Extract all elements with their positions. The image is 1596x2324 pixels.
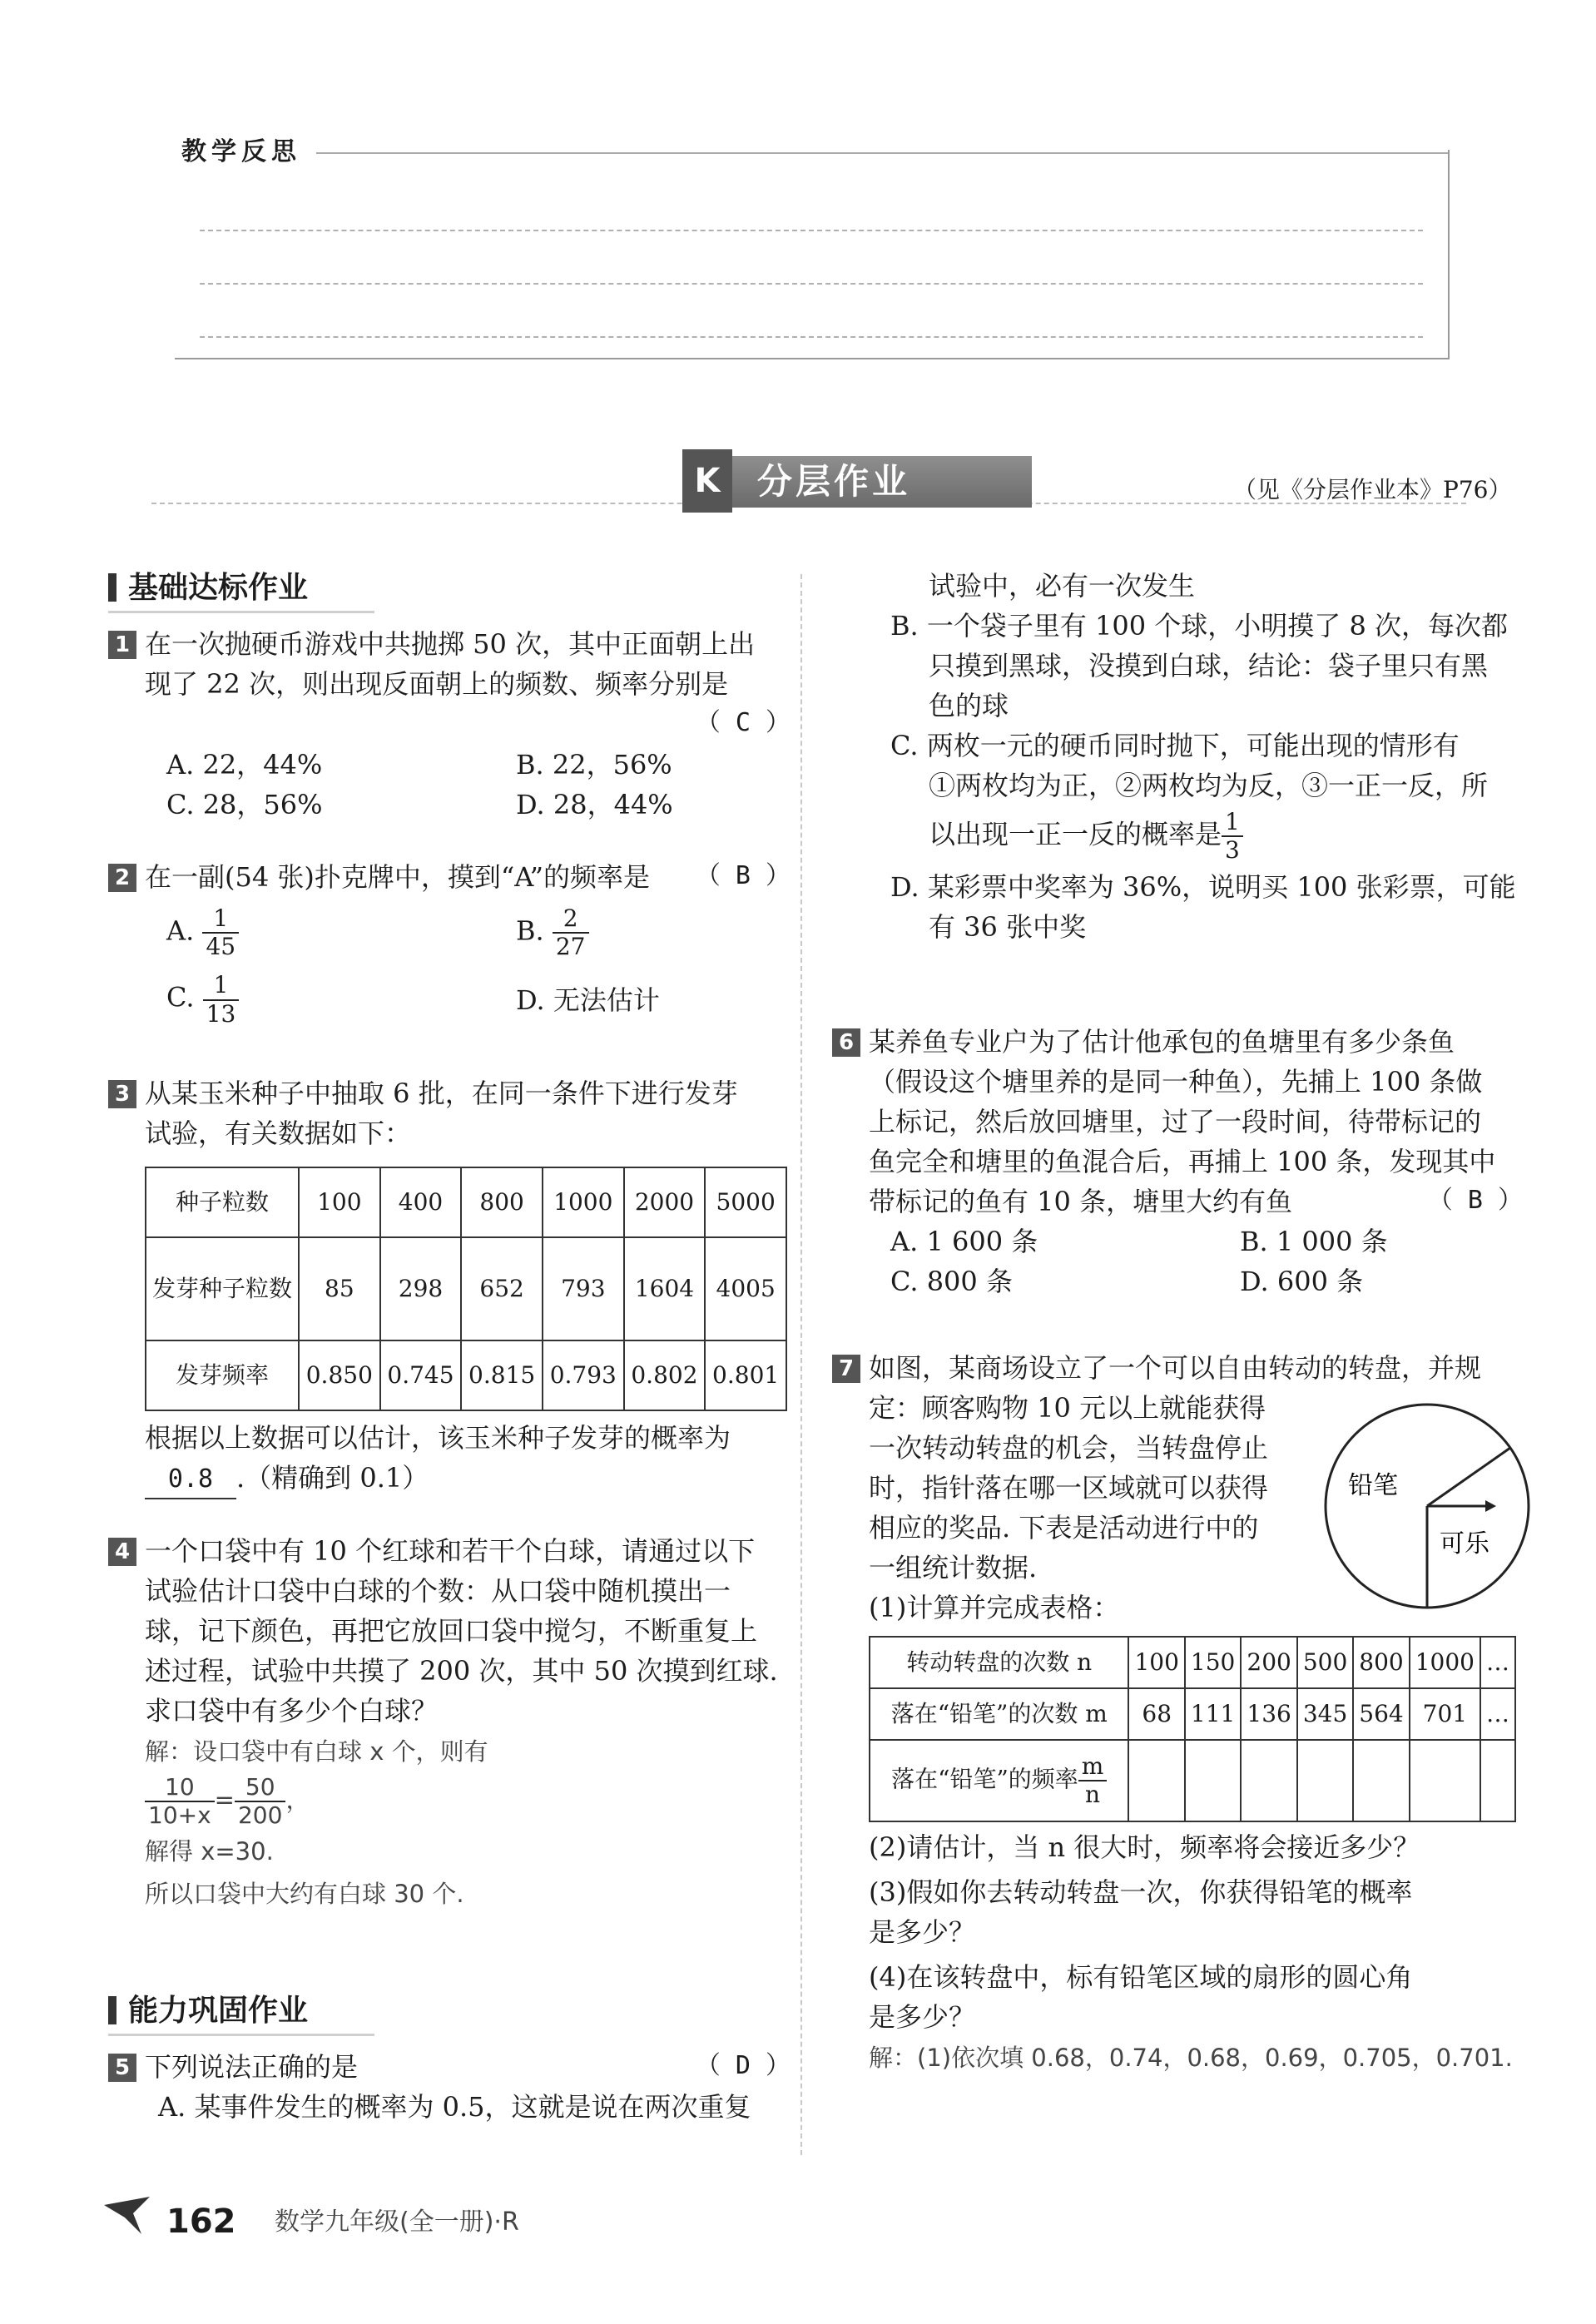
question-5 xyxy=(108,2047,791,2127)
question-text: 试验估计口袋中白球的个数：从口袋中随机摸出一 xyxy=(145,1575,731,1607)
subquestion-1: (1)计算并完成表格： xyxy=(869,1592,1120,1623)
reflection-line-1 xyxy=(200,230,1423,231)
book-title: 数学九年级(全一册)·R xyxy=(275,2208,519,2237)
question-number: 3 xyxy=(108,1080,136,1108)
question-number: 7 xyxy=(832,1355,860,1383)
option-d: D. 无法估计 xyxy=(516,984,660,1016)
question-4 xyxy=(108,1531,791,1913)
option-b: B. 1 000 条 xyxy=(1240,1226,1388,1257)
wheel-label-cola: 可乐 xyxy=(1440,1529,1489,1558)
answer-choice: （ C ） xyxy=(695,708,791,737)
solution-text: 解得 x=30. xyxy=(145,1836,274,1866)
subquestion-2: (2)请估计，当 n 很大时，频率将会接近多少？ xyxy=(869,1831,1420,1863)
option-a: A. 某事件发生的概率为 0.5，这就是说在两次重复 xyxy=(158,2091,751,2123)
question-text: 一组统计数据. xyxy=(869,1552,1038,1583)
fraction: $\frac{1}{13}$ xyxy=(203,972,240,1027)
solution-equation: $\frac{10}{10+x}$ = $\frac{50}{200}$ ， xyxy=(108,1774,791,1829)
reflection-box xyxy=(175,150,1450,359)
option-text: 以出现一正一反的概率是 xyxy=(929,818,1222,850)
question-text: 现了 22 次，则出现反面朝上的频数、频率分别是 xyxy=(145,668,729,700)
table-row: 发芽种子粒数 85 298 652 793 1604 4005 xyxy=(146,1237,786,1340)
see-reference: （见《分层作业本》P76） xyxy=(1233,476,1512,503)
question-text: 一个口袋中有 10 个红球和若干个白球，请通过以下 xyxy=(145,1535,756,1567)
question-text: 鱼完全和塘里的鱼混合后，再捕上 100 条，发现其中 xyxy=(869,1146,1496,1177)
option-text: 有 36 张中奖 xyxy=(929,911,1087,944)
section-basic-title xyxy=(108,566,308,611)
option-b: B. xyxy=(516,914,544,947)
page-number: 162 xyxy=(166,2203,236,2241)
solution-text: 所以口袋中大约有白球 30 个. xyxy=(145,1880,464,1909)
answer-choice: （ D ） xyxy=(695,2051,791,2080)
table-row: 种子粒数 100 400 800 1000 2000 5000 xyxy=(146,1167,786,1237)
option-a: A. xyxy=(166,914,195,947)
question-text: 某养鱼专业户为了估计他承包的鱼塘里有多少条鱼 xyxy=(869,1026,1455,1058)
question-text: 相应的奖品. 下表是活动进行中的 xyxy=(869,1512,1259,1544)
question-text: 球，记下颜色，再把它放回口袋中搅匀，不断重复上 xyxy=(145,1615,758,1647)
question-1 xyxy=(108,624,791,825)
answer-choice: （ B ） xyxy=(695,861,791,890)
section-basic-label: 基础达标作业 xyxy=(128,571,309,605)
option-text: ①两枚均为正，②两枚均为反，③一正一反，所 xyxy=(929,770,1489,801)
solution-text: 解：设口袋中有白球 x 个，则有 xyxy=(145,1737,488,1766)
option-c: C. xyxy=(166,982,195,1014)
answer-choice: （ B ） xyxy=(1427,1186,1523,1215)
question-text: 一次转动转盘的机会，当转盘停止 xyxy=(869,1432,1269,1464)
option-c: C. 28，56% xyxy=(166,789,323,820)
banner-mark-icon: K xyxy=(682,449,732,513)
fraction: $\frac{1}{45}$ xyxy=(202,905,239,960)
section-ability-title xyxy=(108,1989,308,2034)
fraction: $\frac{2}{27}$ xyxy=(553,905,589,960)
question-number: 4 xyxy=(108,1538,136,1566)
question-number: 1 xyxy=(108,631,136,659)
question-text: （假设这个塘里养的是同一种鱼），先捕上 100 条做 xyxy=(869,1066,1483,1098)
answer-blank: 0.8 xyxy=(145,1460,236,1499)
section-ability-underline xyxy=(108,2034,374,2036)
section-marker-icon xyxy=(108,1996,116,2024)
pointer-arrow-icon xyxy=(1485,1500,1496,1512)
fraction: $\frac{1}{3}$ xyxy=(1222,809,1243,864)
question-number: 6 xyxy=(832,1028,860,1057)
option-b: B. 22，56% xyxy=(516,749,672,780)
option-text: 色的球 xyxy=(929,690,1009,721)
spinner-wheel xyxy=(1315,1398,1539,1614)
option-text: 试验中，必有一次发生 xyxy=(929,570,1196,602)
reflection-title: 教学反思 xyxy=(181,137,301,166)
question-6 xyxy=(832,1022,1523,1301)
option-text: 只摸到黑球，没摸到白球，结论：袋子里只有黑 xyxy=(929,650,1489,681)
option-c: C. 800 条 xyxy=(890,1266,1013,1297)
subquestion-3: 是多少？ xyxy=(869,1916,976,1948)
option-a: A. 22，44% xyxy=(166,749,323,780)
question-text: 在一次抛硬币游戏中共抛掷 50 次，其中正面朝上出 xyxy=(145,628,756,660)
reflection-line-2 xyxy=(200,283,1423,285)
section-ability-label: 能力巩固作业 xyxy=(128,1994,309,2028)
question-text: 下列说法正确的是 xyxy=(145,2051,359,2083)
question-number: 5 xyxy=(108,2054,136,2082)
question-text: 定：顾客购物 10 元以上就能获得 xyxy=(869,1392,1266,1424)
section-marker-icon xyxy=(108,573,116,602)
question-number: 2 xyxy=(108,864,136,892)
question-text: 上标记，然后放回塘里，过了一段时间，待带标记的 xyxy=(869,1106,1482,1137)
option-d: D. 某彩票中奖率为 36%，说明买 100 张彩票，可能 xyxy=(890,871,1516,904)
option-d: D. 28，44% xyxy=(516,789,673,820)
question-text: 如图，某商场设立了一个可以自由转动的转盘，并规 xyxy=(869,1352,1482,1384)
question-text: 根据以上数据可以估计，该玉米种子发芽的概率为 xyxy=(145,1422,731,1454)
banner-title: 分层作业 xyxy=(757,461,911,502)
question-text: 在一副(54 张)扑克牌中，摸到“A”的频率是 xyxy=(145,861,650,893)
question-text: 时，指针落在哪一区域就可以获得 xyxy=(869,1472,1269,1504)
table-row: 转动转盘的次数 n 100 150 200 500 800 1000 … xyxy=(870,1637,1515,1688)
question-3 xyxy=(108,1073,791,1499)
germination-table xyxy=(145,1167,787,1411)
option-c: C. 两枚一元的硬币同时抛下，可能出现的情形有 xyxy=(890,730,1460,761)
footer-bird-icon xyxy=(100,2188,158,2238)
question-text: .（精确到 0.1） xyxy=(236,1462,429,1494)
wheel-label-pencil: 铅笔 xyxy=(1348,1471,1398,1500)
question-5-continued xyxy=(832,566,1523,947)
table-row: 落在“铅笔”的次数 m 68 111 136 345 564 701 … xyxy=(870,1688,1515,1740)
option-b: B. 一个袋子里有 100 个球，小明摸了 8 次，每次都 xyxy=(890,610,1508,642)
wheel-divider-2 xyxy=(1427,1448,1510,1506)
spinner-table xyxy=(869,1636,1516,1822)
reflection-line-3 xyxy=(200,336,1423,338)
section-basic-underline xyxy=(108,611,374,613)
question-text: 求口袋中有多少个白球？ xyxy=(145,1695,439,1727)
subquestion-4: 是多少？ xyxy=(869,2001,976,2033)
question-text: 带标记的鱼有 10 条，塘里大约有鱼 xyxy=(869,1186,1293,1217)
subquestion-4: (4)在该转盘中，标有铅笔区域的扇形的圆心角 xyxy=(869,1961,1413,1993)
table-row: 落在“铅笔”的频率 $\frac{m}{n}$ xyxy=(870,1740,1515,1821)
question-text: 试验，有关数据如下： xyxy=(145,1117,412,1149)
subquestion-3: (3)假如你去转动转盘一次，你获得铅笔的概率 xyxy=(869,1876,1413,1908)
solution-text: 解：(1)依次填 0.68，0.74，0.68，0.69，0.705，0.701. xyxy=(869,2044,1513,2072)
option-d: D. 600 条 xyxy=(1240,1266,1364,1297)
column-divider xyxy=(800,574,802,2155)
question-text: 从某玉米种子中抽取 6 批，在同一条件下进行发芽 xyxy=(145,1078,738,1109)
question-text: 述过程，试验中共摸了 200 次，其中 50 次摸到红球. xyxy=(145,1655,778,1687)
question-2 xyxy=(108,857,791,1028)
table-row: 发芽频率 0.850 0.745 0.815 0.793 0.802 0.801 xyxy=(146,1340,786,1410)
option-a: A. 1 600 条 xyxy=(890,1226,1038,1257)
